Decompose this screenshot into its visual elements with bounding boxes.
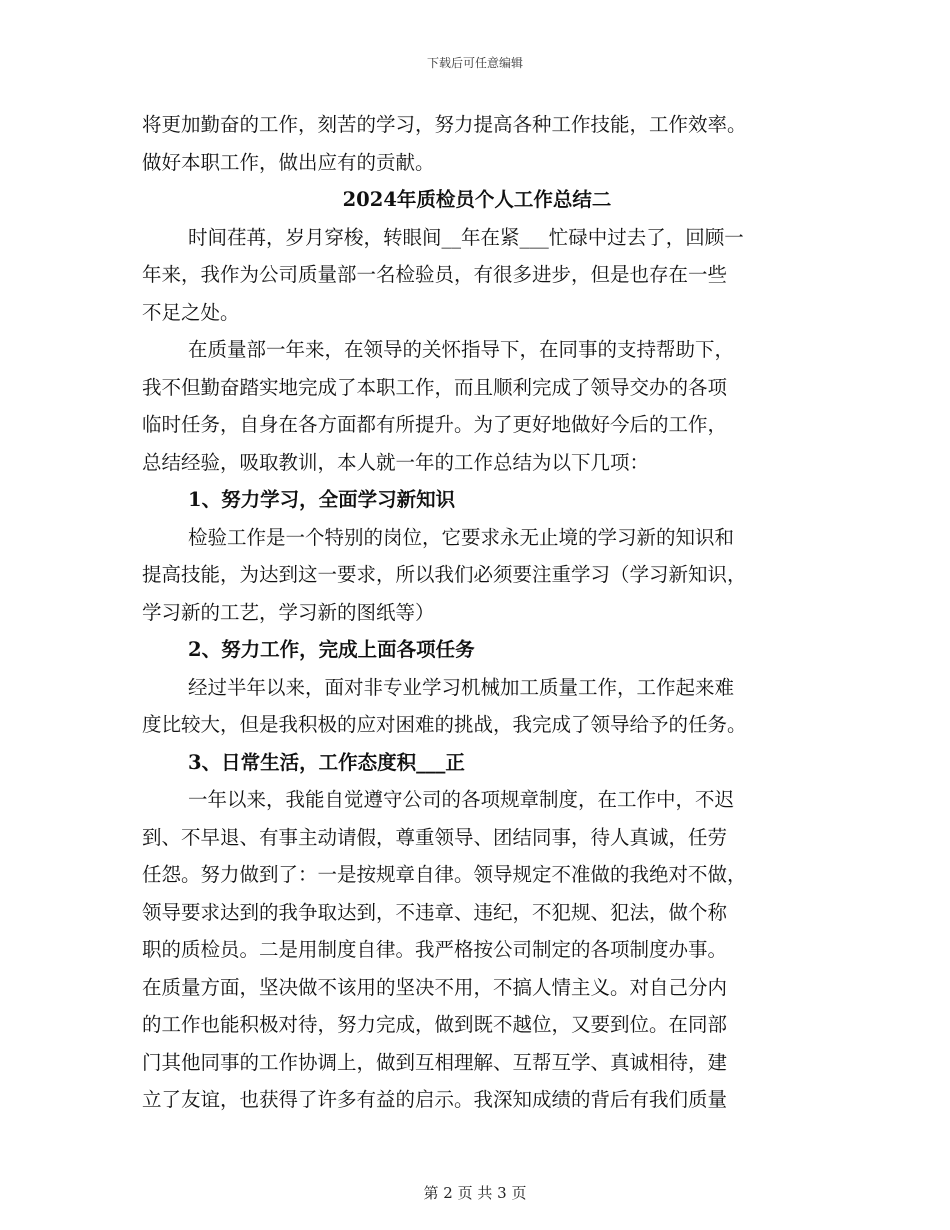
document-title: 2024年质检员个人工作总结二 bbox=[342, 188, 612, 211]
paragraph-line: 到、不早退、有事主动请假，尊重领导、团结同事，待人真诚，任劳 bbox=[142, 825, 728, 849]
paragraph-line: 时间荏苒，岁月穿梭，转眼间__年在紧___忙碌中过去了，回顾一 bbox=[188, 225, 744, 249]
section-heading: 1、努力学习，全面学习新知识 bbox=[188, 488, 456, 511]
document-body bbox=[142, 106, 812, 1119]
paragraph-line: 不足之处。 bbox=[142, 300, 240, 324]
paragraph-line: 经过半年以来，面对非专业学习机械加工质量工作，工作起来难 bbox=[188, 675, 735, 699]
section-heading: 3、日常生活，工作态度积___正 bbox=[188, 750, 465, 774]
paragraph-line: 任怨。努力做到了：一是按规章自律。领导规定不准做的我绝对不做， bbox=[142, 863, 747, 886]
paragraph-line: 临时任务，自身在各方面都有所提升。为了更好地做好今后的工作， bbox=[142, 413, 728, 436]
paragraph-line: 立了友谊，也获得了许多有益的启示。我深知成绩的背后有我们质量 bbox=[142, 1088, 728, 1111]
paragraph-line: 将更加勤奋的工作，刻苦的学习，努力提高各种工作技能，工作效率。 bbox=[142, 113, 747, 136]
section-heading: 2、努力工作，完成上面各项任务 bbox=[188, 638, 475, 661]
paragraph-line: 我不但勤奋踏实地完成了本职工作，而且顺利完成了领导交办的各项 bbox=[142, 375, 728, 399]
page-header: 下载后可任意编辑 bbox=[426, 56, 523, 70]
paragraph-line: 提高技能，为达到这一要求，所以我们必须要注重学习（学习新知识， bbox=[142, 563, 747, 586]
page-footer: 第 2 页 共 3 页 bbox=[423, 1184, 527, 1202]
paragraph-line: 学习新的工艺，学习新的图纸等） bbox=[142, 600, 435, 624]
paragraph-line: 一年以来，我能自觉遵守公司的各项规章制度，在工作中，不迟 bbox=[188, 788, 735, 811]
paragraph-line: 检验工作是一个特别的岗位，它要求永无止境的学习新的知识和 bbox=[188, 525, 735, 549]
paragraph-line: 在质量方面，坚决做不该用的坚决不用，不搞人情主义。对自己分内 bbox=[142, 975, 728, 999]
paragraph-line: 做好本职工作，做出应有的贡献。 bbox=[142, 150, 435, 174]
paragraph-line: 度比较大，但是我积极的应对困难的挑战，我完成了领导给予的任务。 bbox=[142, 713, 747, 736]
paragraph-line: 的工作也能积极对待，努力完成，做到既不越位，又要到位。在同部 bbox=[142, 1013, 728, 1036]
paragraph-line: 门其他同事的工作协调上，做到互相理解、互帮互学、真诚相待，建 bbox=[142, 1050, 728, 1074]
paragraph-line: 在质量部一年来，在领导的关怀指导下，在同事的支持帮助下， bbox=[188, 338, 735, 361]
paragraph-line: 职的质检员。二是用制度自律。我严格按公司制定的各项制度办事。 bbox=[142, 938, 728, 961]
paragraph-line: 总结经验，吸取教训，本人就一年的工作总结为以下几项： bbox=[142, 450, 650, 474]
paragraph-line: 年来，我作为公司质量部一名检验员，有很多进步，但是也存在一些 bbox=[142, 263, 728, 286]
paragraph-line: 领导要求达到的我争取达到，不违章、违纪，不犯规、犯法，做个称 bbox=[142, 900, 728, 924]
